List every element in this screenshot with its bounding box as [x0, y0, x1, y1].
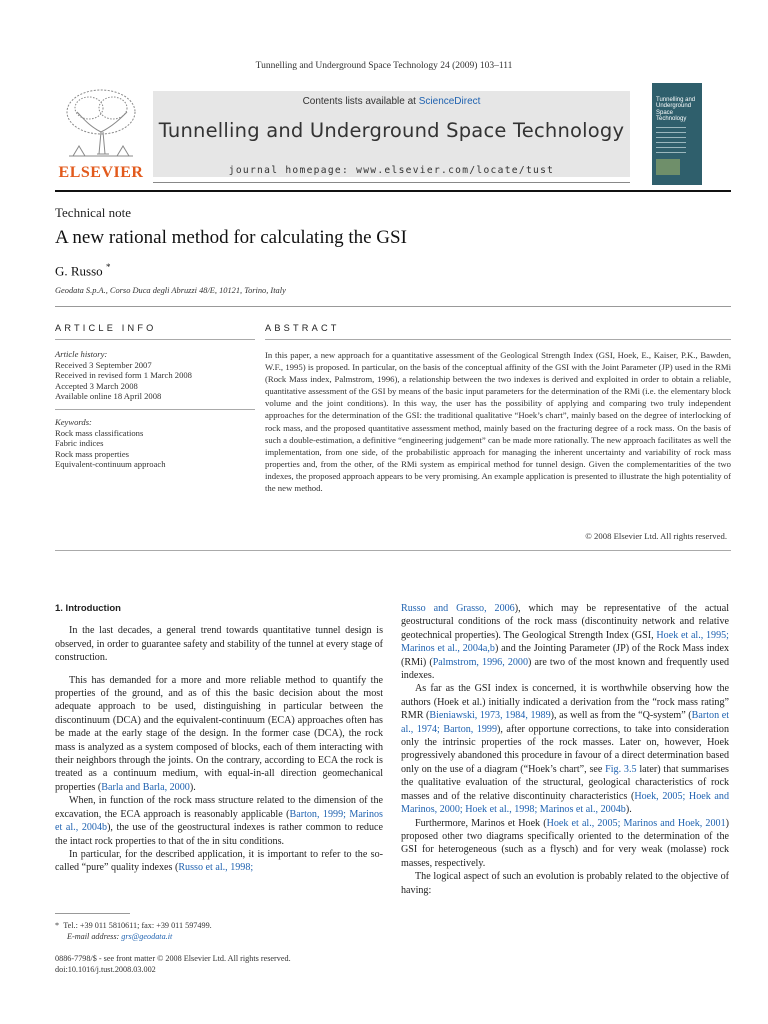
citation-link[interactable]: Russo et al., 1998;: [178, 862, 254, 874]
footnote-rule: [55, 913, 130, 914]
body-paragraph: [55, 794, 383, 848]
paragraph-text: As far as the GSI index is concerned, it is worthwhile observing how the authors (Hoek et al.) initially indicated a derivation from the “rock mass rating” RMR (: [401, 683, 729, 722]
body-column-right: [401, 602, 729, 897]
body-paragraph: [401, 682, 729, 816]
keyword-item: Equivalent-continuum approach: [55, 459, 166, 470]
paragraph-text: In the last decades, a general trend towards quantitative tunnel design is observed, in order to guarantee safety and stability of the tunnel at every stage of construction.: [55, 625, 383, 664]
journal-homepage-link[interactable]: journal homepage: www.elsevier.com/locate/tust: [228, 165, 555, 176]
abstract-text: In this paper, a new approach for a quantitative assessment of the Geological Strength Index (GSI, Hoek, E., Kaiser, P.K., Bawden, W.F., 1995) is proposed. In particular, on the basis of the conceptual affinity of the GSI with the Joint Parameter (JP) used in the RMi (Rock Mass index, Palmstrom, 1996), a relationship between the two indexes is derived and exploited in order to obtain a reliable, quantitative assessment of the GSI by means of the basic input parameters for the determination of the RMi (i.e. the elementary block volume and the joint conditions). In this way, the user has the possibility of applying and comparing two truly independent approaches for the determination of the GSI: the traditional qualitative “Hoek’s chart”, mainly based on the degree of interlocking of rock mass, and the proposed quantitative assessment method, mainly based on the fracturing degree of a rock mass. On the basis of such a double-estimation, a definitive “engineering judgement” can be made more rationally. The new approach facilitates as well the implementation, from one side, of the probabilistic approach for managing the inherent uncertainty and variability of rock mass properties and, from the other, of the RMi system as empirical method for tunnel design. Given the complementarities of the two indexes, the proposed approach appears to be very promising. An example application is presented to illustrate the high potentiality of the new method.: [265, 350, 731, 494]
email-link[interactable]: grs@geodata.it: [121, 932, 173, 941]
cover-title: Tunnelling and Underground Space Technology: [656, 97, 696, 123]
body-paragraph: [55, 848, 383, 875]
cover-contents-lines: [656, 127, 698, 157]
publisher-logo[interactable]: [55, 82, 147, 186]
doi-link[interactable]: doi:10.1016/j.tust.2008.03.002: [55, 965, 156, 974]
paragraph-text: ), the use of the geostructural indexes is rather common to reduce the intact rock properties to that of the in situ conditions.: [55, 822, 383, 847]
issn-line: 0886-7798/$ - see front matter © 2008 Elsevier Ltd. All rights reserved.: [55, 954, 291, 963]
keywords: [55, 417, 255, 470]
journal-masthead: [55, 82, 731, 186]
footnote-mark: *: [55, 921, 60, 930]
sciencedirect-link[interactable]: ScienceDirect: [418, 96, 481, 107]
paragraph-text: The logical aspect of such an evolution is probably related to the objective of having:: [401, 871, 729, 896]
abstract-heading: ABSTRACT: [265, 323, 340, 333]
paragraph-text: ) and the Jointing Parameter (JP) of the Rock Mass index (RMi) (: [401, 643, 729, 668]
paragraph-text: When, in function of the rock mass structure related to the dimension of the excavation, the ECA approach is reasonably applicable (: [55, 795, 383, 820]
author-footnote: [55, 920, 385, 942]
citation-link[interactable]: Hoek et al., 2005; Marinos and Hoek, 2001: [546, 817, 726, 829]
paragraph-text: ) proposed other two diagrams specifically oriented to the determination of the GSI for heterogeneous (such as a flysch) and for very weak (molasse) rock masses, respectively.: [401, 817, 729, 869]
author: [55, 262, 110, 279]
section-heading: 1. Introduction: [55, 603, 121, 614]
journal-title: Tunnelling and Underground Space Technology: [158, 119, 625, 142]
keywords-heading: Keywords:: [55, 417, 92, 427]
paragraph-text: ), as well as from the “Q-system” (: [550, 710, 692, 722]
keyword-item: Rock mass classifications: [55, 427, 144, 438]
keyword-item: Rock mass properties: [55, 448, 129, 459]
citation-link[interactable]: Hoek, 2005; Hoek and Marinos, 2000; Hoek et al., 1998; Marinos et al., 2004b: [401, 790, 729, 816]
abstract-bottom-rule: [55, 550, 731, 551]
article-history: [55, 349, 255, 402]
paragraph-text: In particular, for the described application, it is important to refer to the so-called “pure” quality indexes (: [55, 848, 383, 874]
top-rule: [55, 190, 731, 192]
body-paragraph: [401, 817, 729, 871]
masthead-rule: [153, 182, 630, 183]
publisher-name: ELSEVIER: [58, 164, 144, 181]
history-item: Received in revised form 1 March 2008: [55, 370, 192, 381]
citation-link[interactable]: Barton et al., 1974; Barton, 1999: [401, 710, 729, 735]
journal-reference: Tunnelling and Underground Space Technology 24 (2009) 103–111: [255, 61, 513, 71]
paragraph-text: ).: [625, 804, 632, 816]
article-info-rule: [55, 339, 255, 340]
paragraph-text: This has demanded for a more and more reliable method to quantify the properties of the ground, and as of this the basic decision about the most adequate approach to be used, distinguishing in particular between the discontinuum (DCA) and the equivalent-continuum (ECA) approaches often has be made at the early stage of the design. In the former case (DCA), the rock mass is analyzed as a system composed of blocks, each of them interacting with their neighbors through the joints. On the contrary, according to ECA the rock is treated as a continuum medium, with equal-in-all direction geomechanical properties (: [55, 674, 383, 793]
article-title: A new rational method for calculating the GSI: [55, 227, 407, 248]
citation-link[interactable]: Fig. 3.5: [605, 763, 637, 775]
author-name[interactable]: G. Russo: [55, 263, 103, 279]
keywords-rule: [55, 409, 255, 410]
paragraph-text: later) that summarises the qualitative evaluation of the structural, geological characteristics of rock masses and of the relative discontinuity characteristics (: [401, 763, 729, 802]
right-paragraphs: [401, 602, 729, 897]
journal-cover-thumbnail[interactable]: [652, 83, 702, 185]
cover-photo: [656, 159, 680, 175]
body-column-left: [55, 602, 383, 875]
front-matter: [55, 953, 385, 975]
citation-link[interactable]: Barton, 1999; Marinos et al., 2004b: [55, 808, 383, 834]
history-item: Available online 18 April 2008: [55, 391, 162, 402]
copyright-notice: © 2008 Elsevier Ltd. All rights reserved.: [585, 531, 727, 541]
keyword-item: Fabric indices: [55, 438, 104, 449]
author-footnote-mark[interactable]: *: [105, 262, 111, 272]
paragraph-text: ).: [189, 781, 196, 793]
body-paragraph: [55, 674, 383, 795]
citation-link[interactable]: Hoek et al., 1995; Marinos et al., 2004a,b: [401, 629, 729, 655]
email-label: E-mail address:: [67, 932, 122, 941]
body-paragraph: [55, 624, 383, 664]
history-item: Accepted 3 March 2008: [55, 380, 138, 391]
elsevier-tree-logo-icon: [59, 86, 143, 160]
article-history-heading: Article history:: [55, 349, 108, 359]
paragraph-text: ), which may be representative of the actual geostructural conditions of the rock mass (discontinuity network and relative geotechnical properties). The Geological Strength Index (GSI,: [401, 603, 729, 641]
body-paragraph: [401, 870, 729, 897]
citation-link[interactable]: Russo and Grasso, 2006: [401, 603, 515, 614]
paragraph-text: ), after opportune corrections, to take into consideration only the intrinsic properties of the rock masses. Later on, however, Hoek progressively abandoned this procedure in favour of a direct determination based only on the use of a diagram (“Hoek’s chart”, see: [401, 723, 729, 775]
citation-link[interactable]: Barla and Barla, 2000: [101, 781, 190, 793]
article-info-heading: ARTICLE INFO: [55, 323, 157, 333]
body-paragraph: [401, 602, 729, 682]
contents-availability: [153, 96, 630, 107]
article-type: Technical note: [55, 205, 131, 220]
history-item: Received 3 September 2007: [55, 359, 152, 370]
abstract-rule: [265, 339, 731, 340]
footnote-contact: Tel.: +39 011 5810611; fax: +39 011 597499.: [63, 921, 212, 930]
affiliation: Geodata S.p.A., Corso Duca degli Abruzzi 48/E, 10121, Torino, Italy: [55, 286, 286, 295]
title-band: [153, 91, 630, 177]
citation-link[interactable]: Bieniawski, 1973, 1984, 1989: [429, 710, 551, 722]
contents-prefix: Contents lists available at: [302, 96, 419, 107]
left-paragraphs: [55, 624, 383, 874]
paragraph-text: Furthermore, Marinos et Hoek (: [415, 817, 547, 829]
paragraph-text: ) are two of the most known and frequently used indexes.: [401, 656, 730, 682]
citation-link[interactable]: Palmstrom, 1996, 2000: [432, 656, 529, 668]
header-rule: [55, 306, 731, 307]
